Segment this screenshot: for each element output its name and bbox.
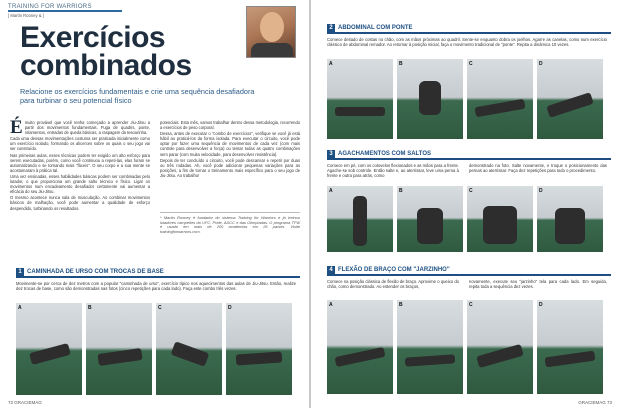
exercise-photo: B: [86, 303, 152, 395]
section-tag: TRAINING FOR WARRIORS: [8, 4, 122, 12]
exercise-title: AGACHAMENTOS COM SALTOS: [338, 151, 432, 157]
exercise-photo: D: [226, 303, 292, 395]
exercise-photo: C: [156, 303, 222, 395]
exercise-photo: D: [537, 59, 603, 139]
exercise-4-text-left: Comece na posição clássica de flexão de braço. Aproxime o queixo do chão, como demonstrado. Ao estender os braços,: [327, 279, 459, 290]
right-page: [311, 0, 620, 408]
exercise-photo: C: [467, 186, 533, 252]
body-column-2: [160, 120, 300, 179]
exercise-1-heading: [16, 268, 300, 276]
byline: [ Martin Rooney & ]: [8, 13, 44, 18]
body-paragraph: Depois de ter concluído o circuito, você pode descansar e repetir por duas ou três rodadas. Ah, você pode adicionar pequenas variações para as posições, a fim de tornar o treinamento mais específico para o seu jogo de Jiu-Jitsu. Ao trabalho!: [160, 157, 300, 178]
body-paragraph: Cada uma dessas movimentações costuma ser praticada inicialmente como um exercício isolado, formando os alicerces sobre os quais o seu jogo vai ser construído.: [10, 136, 150, 152]
exercise-photo: D: [537, 186, 603, 252]
exercise-photo: A: [327, 186, 393, 252]
body-paragraph: Uma vez ensinadas, esses habilidades básicas podem ser combinadas pelo lutador, o que proporciona um grande salto técnico e físico. Ligar os movimentos num encadeamento desafiador certamente vai aumentar a eficácia do seu Jiu-Jitsu.: [10, 173, 150, 195]
exercise-photo: D: [537, 300, 603, 394]
left-page: [0, 0, 309, 408]
exercise-3-heading: [327, 150, 611, 158]
article-body: [10, 117, 300, 260]
exercise-title: FLEXÃO DE BRAÇO COM "JARZINHO": [338, 267, 450, 273]
exercise-2-heading: [327, 24, 611, 32]
article-title: [20, 21, 192, 82]
author-note: * Martin Rooney é fundador do sistema Training for Warriors e já treinou lutadores campeões do UFC, Pride, ADCC e das Olimpíadas. O programa TFW é usado em mais de 200 academias em 26 países. Visite trainingforwarriors.com.: [160, 212, 300, 235]
page-folio: GRACIEMAG 73: [578, 400, 612, 405]
exercise-3-text-left: Comece em pé, com os cotovelos flexionados e as mãos para a frente. Agache-se sob controle. Então salte e, ao aterrissar, leve uma perna à frente e outra para atrás, como: [327, 163, 459, 179]
article-subtitle: Relacione os exercícios fundamentais e crie uma sequência desafiadora para turbinar o seu potencial físico: [20, 87, 255, 105]
exercise-4-photos: [327, 300, 603, 394]
body-paragraph: Dessa, antes de executar o "combo de exercícios", verifique se você já está hábil ao praticá-los da forma isolada. Para executar o circuito, você pode optar por fazer uma sequência de movimentos de cada vez (com mais controle para desenvolver a força) ou tentar todas as quatro combinações sem parar (com muita velocidade, para desenvolver resistência).: [160, 131, 300, 157]
exercise-title: ABDOMINAL COM PONTE: [338, 25, 413, 31]
exercise-photo: B: [397, 186, 463, 252]
author-photo: [246, 6, 296, 58]
exercise-photo: B: [397, 300, 463, 394]
exercise-3-text-right: demonstrado na foto. Salte novamente, e troque o posicionamento das pernas ao aterrissar. Faça dez repetições para todo o procedimento.: [469, 163, 607, 174]
exercise-1-text: Movimente-se por cerca de dez metros com a popular "caminhada de urso", exercício típico nos aquecimentos das aulas de Jiu-Jitsu. Então, realize dez trocas de base, como são demonstradas nas fotos (cinco repetições para cada lado). Faça este combo três vezes.: [16, 281, 296, 292]
exercise-photo: B: [397, 59, 463, 139]
title-line-1: Exercícios: [20, 21, 166, 54]
exercise-4-text-right: novamente, execute seu "jarzinho" tela para cada lado. Em seguida, repita toda a sequência dez vezes.: [469, 279, 607, 290]
title-line-2: combinados: [20, 49, 192, 82]
body-column-1: [10, 117, 150, 212]
exercise-4-heading: [327, 266, 611, 274]
exercise-1-photos: [16, 303, 292, 395]
exercise-number: 2: [327, 24, 335, 32]
exercise-number: 1: [16, 268, 24, 276]
exercise-2-text: Comece deitado de costas no chão, com as mãos próximas ao quadril. Sente-se enquanto dobra os joelhos. Agarre as canelas, como num exercício clássico de abdominal remador. Ao retornar à posição inicial, faça o movimento tradicional de "ponte". Repita a dinâmica 10 vezes.: [327, 37, 607, 48]
exercise-2-photos: [327, 59, 603, 139]
exercise-number: 4: [327, 266, 335, 274]
body-paragraph: Nas primeiras aulas, esses técnicas podem ter exigido um alto esforço para serem executadas, porém, como você continuou a repeti-las, elas foram se automatizando e se tornando mais "fáceis". O seu corpo e a sua mente se acostumaram à prática tal.: [10, 152, 150, 173]
exercise-photo: C: [467, 59, 533, 139]
exercise-photo: A: [16, 303, 82, 395]
exercise-3-photos: [327, 186, 603, 252]
exercise-photo: C: [467, 300, 533, 394]
page-folio: 72 GRACIEMAG: [8, 400, 42, 405]
body-paragraph: potenciais. Esta mês, vamos trabalhar dentro dessa metodologia, recorrendo a exercícios de peso corporal.: [160, 120, 300, 131]
exercise-photo: A: [327, 300, 393, 394]
body-paragraph: O mesmo acontece nunca sala de musculação. Ao combinar movimentos básicos de malhação, você pode aumentar a qualidade de esforço despendido, turbinando os resultados.: [10, 195, 150, 211]
exercise-number: 3: [327, 150, 335, 158]
body-paragraph: É muito provável que você tenha começado a aprender Jiu-Jitsu a partir dos movimentos fundamentais. Fuga de quadris, ponte, rolamentos, entradas de queda básicas, a raspagem da tesourinha.: [10, 117, 150, 138]
exercise-photo: A: [327, 59, 393, 139]
exercise-title: CAMINHADA DE URSO COM TROCAS DE BASE: [27, 269, 164, 275]
